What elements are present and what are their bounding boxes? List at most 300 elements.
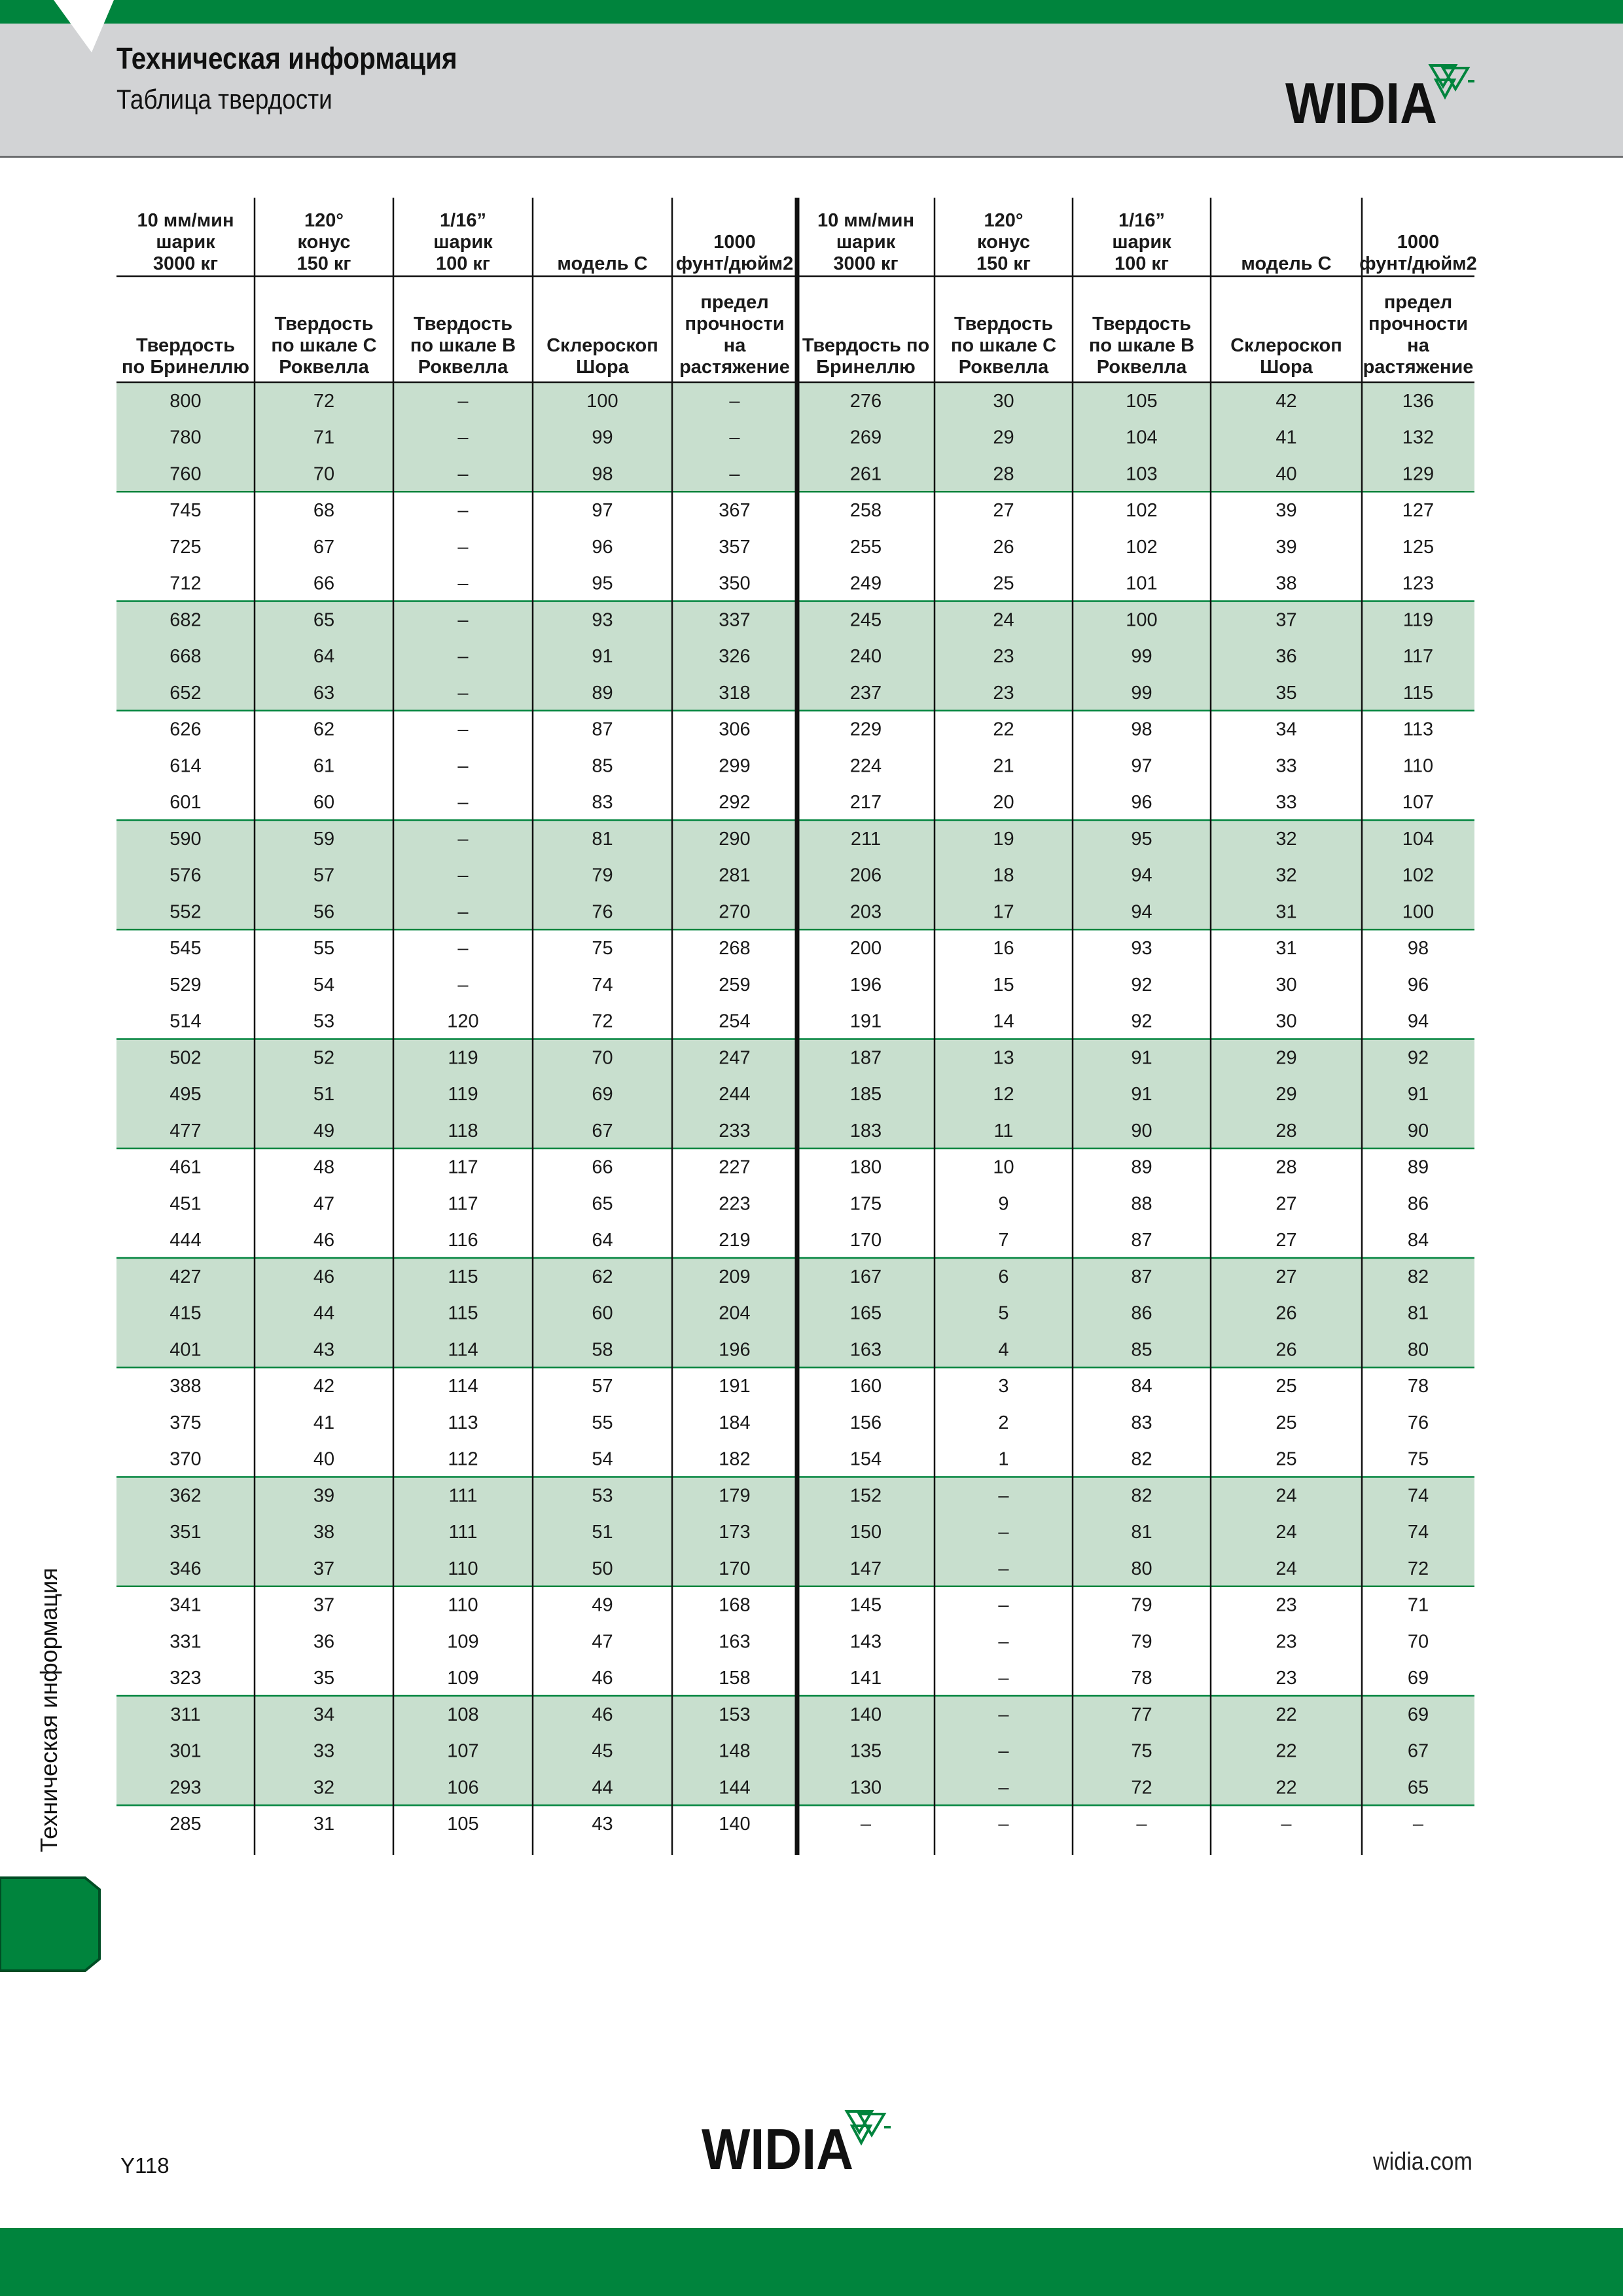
table-cell: 125 [1402,536,1435,558]
table-cell: – [457,500,469,522]
table-cell: 81 [1131,1522,1152,1543]
table-cell: 2 [998,1412,1009,1433]
table-cell: 269 [849,427,882,448]
table-cell: – [457,901,469,923]
table-cell: 34 [1275,719,1297,740]
table-cell: 22 [993,719,1014,740]
table-cell: 49 [313,1120,335,1141]
table-cell: 196 [719,1339,751,1361]
table-cell: 59 [313,828,335,850]
table-cell: 102 [1126,500,1158,522]
table-cell: 44 [592,1777,613,1799]
table-cell: 67 [1407,1740,1429,1762]
table-cell: 11 [993,1120,1014,1141]
table-cell: – [860,1814,872,1835]
table-cell: 106 [447,1777,479,1799]
column-header-label: предел [1383,292,1453,313]
table-cell: 301 [169,1740,202,1762]
table-cell: 53 [592,1485,613,1507]
column-header-unit: шарик [156,232,215,253]
table-cell: 147 [849,1558,882,1579]
table-cell: 99 [592,427,613,448]
table-cell: 79 [1131,1594,1152,1616]
table-cell: – [457,828,469,850]
table-cell: 61 [313,755,335,777]
table-cell: 145 [849,1594,882,1616]
table-cell: 100 [586,390,618,412]
table-cell: – [998,1522,1009,1543]
column-header-unit: 100 кг [1114,253,1169,274]
table-cell: 168 [719,1594,751,1616]
table-cell: 196 [849,974,882,996]
table-cell: 15 [993,974,1014,996]
table-cell: 33 [1275,755,1297,777]
table-cell: 23 [1275,1668,1297,1689]
table-cell: 92 [1407,1047,1429,1069]
table-cell: 42 [1275,390,1297,412]
table-cell: 117 [1402,646,1434,668]
table-cell: 27 [1275,1230,1297,1251]
table-cell: 115 [448,1302,478,1324]
table-cell: 9 [998,1193,1009,1215]
table-cell: 110 [448,1558,478,1579]
table-cell: – [998,1814,1009,1835]
table-cell: 82 [1407,1266,1429,1287]
table-cell: 191 [719,1376,751,1397]
table-cell: 83 [1131,1412,1152,1433]
table-cell: 91 [592,646,613,668]
table-cell: 80 [1131,1558,1152,1579]
table-cell: 173 [719,1522,751,1543]
table-cell: 209 [719,1266,751,1287]
column-header-label: Роквелла [418,357,508,378]
table-cell: 34 [313,1704,335,1725]
table-cell: 53 [313,1011,335,1032]
table-cell: 158 [719,1668,751,1689]
table-cell: 82 [1131,1448,1152,1470]
table-cell: 37 [1275,609,1297,631]
column-header-label: по шкале В [410,335,516,356]
table-cell: 98 [1131,719,1152,740]
table-cell: – [998,1777,1009,1799]
table-cell: 183 [849,1120,882,1141]
table-cell: 614 [169,755,202,777]
table-cell: – [457,865,469,886]
table-cell: 104 [1126,427,1158,448]
table-cell: – [998,1594,1009,1616]
column-header-label: по шкале С [271,335,377,356]
table-cell: – [1136,1814,1147,1835]
table-cell: 94 [1407,1011,1429,1032]
table-cell: 41 [1275,427,1297,448]
table-cell: – [457,646,469,668]
bottom-green-bar [0,2228,1623,2296]
table-cell: 70 [313,463,335,485]
table-cell: 35 [1275,682,1297,704]
table-cell: 54 [592,1448,613,1470]
table-cell: 217 [849,792,882,814]
table-cell: 94 [1131,865,1152,886]
table-cell: – [1281,1814,1292,1835]
table-cell: 107 [447,1740,479,1762]
table-cell: 86 [1407,1193,1429,1215]
table-cell: 38 [1275,573,1297,594]
column-header-unit: 1/16” [440,210,486,231]
table-cell: 25 [1275,1412,1297,1433]
table-cell: 23 [1275,1594,1297,1616]
table-cell: 89 [1131,1157,1152,1178]
table-cell: 87 [1131,1266,1152,1287]
table-cell: 119 [448,1047,478,1069]
table-cell: 95 [592,573,613,594]
table-cell: 24 [1275,1485,1297,1507]
table-cell: 33 [1275,792,1297,814]
table-cell: 46 [592,1668,613,1689]
table-cell: 99 [1131,682,1152,704]
table-cell: 32 [313,1777,335,1799]
table-cell: 98 [1407,938,1429,960]
table-cell: 104 [1402,828,1435,850]
table-cell: 249 [849,573,882,594]
table-cell: 66 [313,573,335,594]
column-header-label: Роквелла [958,357,1049,378]
table-cell: 93 [592,609,613,631]
table-cell: 40 [313,1448,335,1470]
table-cell: 43 [592,1814,613,1835]
table-cell: 51 [313,1084,335,1105]
table-cell: – [457,390,469,412]
column-header-unit: фунт/дюйм2 [675,253,794,274]
table-cell: 99 [1131,646,1152,668]
table-cell: 780 [169,427,202,448]
table-cell: 107 [1402,792,1435,814]
table-cell: 75 [592,938,613,960]
table-cell: 180 [849,1157,882,1178]
table-cell: 109 [447,1631,479,1653]
website-link[interactable]: widia.com [1372,2148,1472,2176]
table-cell: – [457,536,469,558]
table-cell: 115 [1402,682,1434,704]
table-cell: 81 [1407,1302,1429,1324]
table-cell: 292 [719,792,751,814]
table-cell: 26 [1275,1339,1297,1361]
table-cell: 285 [169,1814,202,1835]
table-cell: 89 [1407,1157,1429,1178]
table-cell: 55 [592,1412,613,1433]
table-cell: 247 [719,1047,751,1069]
column-header-unit: 120° [304,210,344,231]
table-cell: – [457,938,469,960]
table-cell: – [729,390,740,412]
hardness-table [116,198,1477,1840]
column-header-label: Твердость [274,314,374,334]
table-cell: 160 [849,1376,882,1397]
column-header-label: на [1407,335,1429,356]
column-header-label: Роквелла [1096,357,1187,378]
column-header-unit: фунт/дюйм2 [1359,253,1477,274]
table-cell: 13 [993,1047,1014,1069]
column-header-unit: шарик [1112,232,1171,253]
table-cell: 46 [313,1230,335,1251]
table-cell: 163 [849,1339,882,1361]
table-cell: 26 [993,536,1014,558]
table-cell: 32 [1275,865,1297,886]
table-cell: – [457,609,469,631]
table-cell: 24 [1275,1558,1297,1579]
table-cell: 96 [1131,792,1152,814]
table-cell: 85 [1131,1339,1152,1361]
column-header-unit: 1/16” [1118,210,1165,231]
table-cell: 725 [169,536,202,558]
table-cell: 69 [592,1084,613,1105]
table-cell: 351 [169,1522,202,1543]
table-cell: – [998,1485,1009,1507]
table-cell: 38 [313,1522,335,1543]
table-cell: 22 [1275,1740,1297,1762]
table-cell: 5 [998,1302,1009,1324]
table-cell: 187 [849,1047,882,1069]
table-cell: 153 [719,1704,751,1725]
table-cell: 23 [993,646,1014,668]
table-cell: 144 [719,1777,751,1799]
table-cell: 62 [592,1266,613,1287]
table-cell: 90 [1407,1120,1429,1141]
table-cell: 72 [313,390,335,412]
table-cell: 461 [169,1157,202,1178]
table-cell: 255 [849,536,882,558]
table-cell: 82 [1131,1485,1152,1507]
table-cell: 52 [313,1047,335,1069]
column-header-unit: модель С [557,253,648,274]
table-cell: 129 [1402,463,1435,485]
table-cell: 185 [849,1084,882,1105]
table-cell: 62 [313,719,335,740]
table-cell: 31 [1275,938,1297,960]
table-cell: 37 [313,1594,335,1616]
table-cell: 514 [169,1011,202,1032]
table-cell: – [998,1558,1009,1579]
table-cell: 276 [849,390,882,412]
side-section-tab [0,1875,105,1973]
table-cell: 91 [1407,1084,1429,1105]
table-cell: 111 [448,1522,478,1543]
table-cell: 136 [1402,390,1435,412]
table-cell: – [457,682,469,704]
column-header-label: Шора [576,357,629,378]
table-cell: 245 [849,609,882,631]
table-cell: 375 [169,1412,202,1433]
column-header-label: прочности [685,314,785,334]
table-cell: 65 [592,1193,613,1215]
table-cell: 74 [592,974,613,996]
table-cell: 290 [719,828,751,850]
table-cell: 163 [719,1631,751,1653]
table-cell: 111 [448,1485,478,1507]
table-cell: 110 [448,1594,478,1616]
side-section-label: Техническая информация [35,1568,62,1852]
table-cell: 170 [719,1558,751,1579]
table-cell: 601 [169,792,202,814]
table-cell: 70 [1407,1631,1429,1653]
table-cell: 502 [169,1047,202,1069]
table-cell: 401 [169,1339,202,1361]
table-cell: 58 [592,1339,613,1361]
table-cell: 240 [849,646,882,668]
page-number: Y118 [120,2153,169,2178]
table-cell: 69 [1407,1704,1429,1725]
table-cell: 281 [719,865,751,886]
table-cell: 140 [719,1814,751,1835]
column-header-unit: шарик [433,232,493,253]
column-header-label: Твердость [1092,314,1192,334]
table-cell: 25 [1275,1376,1297,1397]
table-cell: 179 [719,1485,751,1507]
table-cell: 56 [313,901,335,923]
table-cell: 57 [313,865,335,886]
table-cell: 346 [169,1558,202,1579]
table-cell: – [998,1668,1009,1689]
table-cell: 682 [169,609,202,631]
table-cell: 32 [1275,828,1297,850]
table-cell: 223 [719,1193,751,1215]
table-cell: 19 [993,828,1014,850]
table-cell: 64 [592,1230,613,1251]
table-cell: 67 [313,536,335,558]
column-header-label: растяжение [679,357,790,378]
table-cell: 760 [169,463,202,485]
table-cell: – [457,573,469,594]
table-cell: 57 [592,1376,613,1397]
table-cell: 36 [1275,646,1297,668]
table-cell: 103 [1126,463,1158,485]
table-cell: 78 [1407,1376,1429,1397]
widia-logo [1283,60,1479,132]
table-cell: 258 [849,500,882,522]
table-cell: 33 [313,1740,335,1762]
table-cell: 367 [719,500,751,522]
table-cell: 140 [849,1704,882,1725]
table-cell: 170 [849,1230,882,1251]
table-cell: 10 [993,1157,1014,1178]
table-cell: 27 [1275,1266,1297,1287]
table-cell: 116 [448,1230,478,1251]
table-cell: 29 [1275,1047,1297,1069]
table-cell: 26 [1275,1302,1297,1324]
column-header-label: Склероскоп [1230,335,1342,356]
table-cell: 47 [313,1193,335,1215]
table-cell: 94 [1131,901,1152,923]
table-cell: – [1412,1814,1424,1835]
table-cell: 323 [169,1668,202,1689]
table-cell: 35 [313,1668,335,1689]
table-cell: 24 [993,609,1014,631]
table-cell: 65 [313,609,335,631]
table-cell: 237 [849,682,882,704]
column-header-unit: 10 мм/мин [137,210,234,231]
table-cell: 165 [849,1302,882,1324]
table-cell: 451 [169,1193,202,1215]
table-cell: 156 [849,1412,882,1433]
table-cell: 72 [1131,1777,1152,1799]
table-cell: 79 [1131,1631,1152,1653]
table-cell: 43 [313,1339,335,1361]
table-cell: – [457,427,469,448]
table-cell: 117 [448,1193,478,1215]
table-cell: 148 [719,1740,751,1762]
table-cell: 30 [1275,974,1297,996]
table-cell: 46 [313,1266,335,1287]
table-cell: – [998,1631,1009,1653]
widia-logo-text: WIDIA [1285,71,1437,132]
table-cell: 66 [592,1157,613,1178]
table-cell: 745 [169,500,202,522]
column-header-label: на [723,335,746,356]
table-cell: 114 [448,1376,478,1397]
table-cell: 552 [169,901,202,923]
table-cell: 23 [1275,1631,1297,1653]
table-cell: 71 [313,427,335,448]
column-header-unit: 3000 кг [833,253,899,274]
table-cell: 306 [719,719,751,740]
table-cell: 206 [849,865,882,886]
table-cell: 50 [592,1558,613,1579]
table-cell: 55 [313,938,335,960]
table-cell: 14 [993,1011,1014,1032]
table-cell: 29 [993,427,1014,448]
column-header-label: прочности [1368,314,1469,334]
table-cell: 668 [169,646,202,668]
table-cell: 60 [592,1302,613,1324]
table-cell: 29 [1275,1084,1297,1105]
table-cell: 54 [313,974,335,996]
table-cell: 167 [849,1266,882,1287]
table-cell: 127 [1402,500,1435,522]
widia-footer-logo-text: WIDIA [702,2117,853,2178]
table-cell: 78 [1131,1668,1152,1689]
table-cell: – [457,974,469,996]
table-cell: – [998,1704,1009,1725]
table-cell: 105 [1126,390,1158,412]
table-cell: 341 [169,1594,202,1616]
table-cell: 60 [313,792,335,814]
table-cell: 184 [719,1412,751,1433]
table-cell: 259 [719,974,751,996]
column-header-label: Твердость [135,335,236,356]
table-cell: 16 [993,938,1014,960]
table-cell: 36 [313,1631,335,1653]
column-header-label: Шора [1260,357,1313,378]
table-cell: 100 [1126,609,1158,631]
table-cell: 119 [448,1084,478,1105]
column-header-label: по шкале В [1088,335,1195,356]
table-cell: 800 [169,390,202,412]
table-cell: 318 [719,682,751,704]
table-cell: 74 [1407,1522,1429,1543]
table-cell: 28 [1275,1157,1297,1178]
table-cell: 71 [1407,1594,1429,1616]
column-header-unit: 1000 [713,232,756,253]
table-cell: 150 [849,1522,882,1543]
table-cell: 652 [169,682,202,704]
table-cell: 39 [313,1485,335,1507]
table-cell: 132 [1402,427,1435,448]
table-cell: 86 [1131,1302,1152,1324]
column-header-unit: конус [977,232,1030,253]
table-cell: 427 [169,1266,202,1287]
table-cell: 311 [170,1704,201,1725]
table-cell: 25 [1275,1448,1297,1470]
table-cell: 72 [1407,1558,1429,1579]
